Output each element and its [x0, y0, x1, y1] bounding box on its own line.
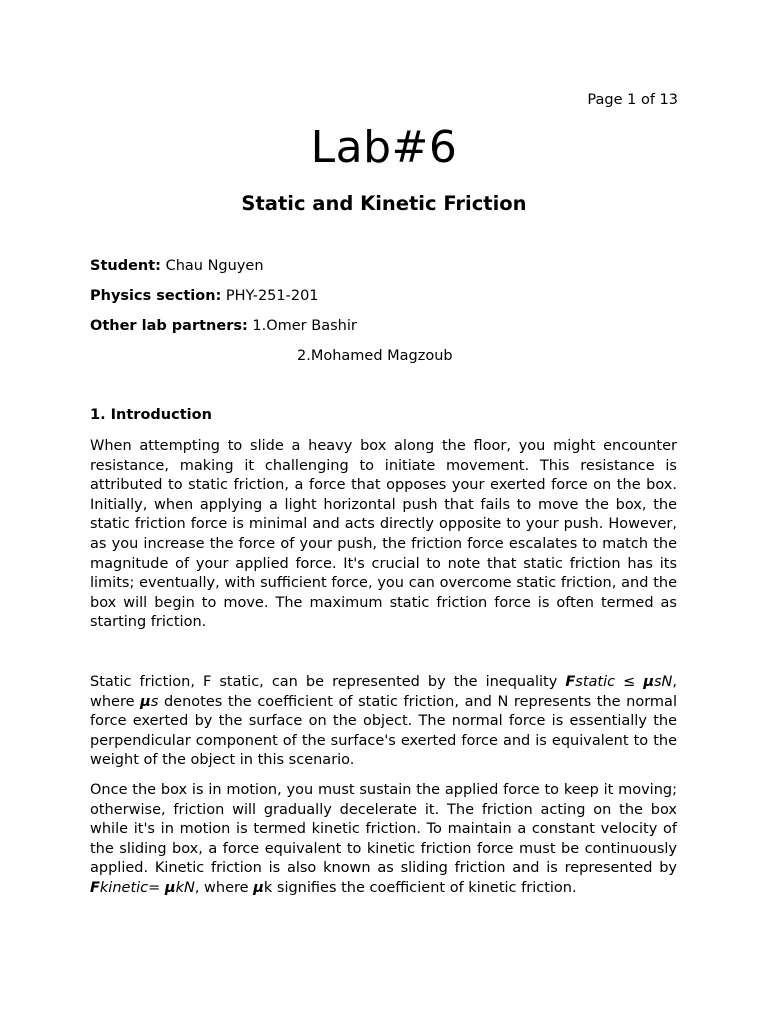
equals-sign: = [148, 879, 165, 896]
student-line [90, 258, 264, 274]
mu-symbol-kinetic: μ [164, 879, 176, 896]
section-line [90, 288, 319, 304]
para3-text-1: Once the box is in motion, you must sustain the applied force to keep it moving; otherwise, friction will gradually decelerate it. The friction acting on the box while it's in motion is termed kinetic friction. To maintain a constant velocity of the sliding box, a force equivalent to kinetic friction force must be continuously applied. Kinetic friction is also known as sliding friction and is represented by [90, 782, 677, 877]
student-name: Chau Nguyen [160, 258, 264, 274]
section-label: Physics section: [90, 288, 222, 304]
para2-text-3: denotes the coefficient of static friction, and N represents the normal force exerted by the surface on the object. The normal force is essentially the perpendicular component of the surface's exerted force and is equivalent to the weight of the object in this scenario. [90, 693, 677, 769]
page-number: Page 1 of 13 [587, 92, 678, 108]
mu-subscript-kinetic: kN [175, 879, 195, 896]
page-title: Lab#6 [310, 122, 458, 173]
force-symbol-kinetic: F [90, 879, 100, 896]
mu-subscript-2: s [150, 693, 159, 710]
mu-symbol: μ [643, 674, 654, 690]
para3-text-3: signifies the coefficient of kinetic friction. [272, 879, 577, 896]
partners-line [90, 318, 357, 334]
force-subscript-kinetic: kinetic [99, 879, 149, 896]
intro-heading: 1. Introduction [90, 407, 212, 423]
student-label: Student: [90, 258, 161, 274]
para3-text-2: , where [194, 879, 254, 896]
page-subtitle: Static and Kinetic Friction [241, 192, 527, 215]
para2-text-2: , where [90, 674, 677, 710]
para2-text-1: Static friction, F static, can be represented by the inequality [90, 674, 566, 690]
mu-subscript-kinetic-2: k [263, 879, 273, 896]
intro-paragraph-3 [90, 781, 677, 899]
partner-1: 1.Omer Bashir [247, 318, 357, 334]
intro-paragraph-1: When attempting to slide a heavy box along the floor, you might encounter resistance, making it challenging to initiate movement. This resistance is attributed to static friction, a force that opposes your exerted force on the box. Initially, when applying a light horizontal push that fails to move the box, the static friction force is minimal and acts directly opposite to your push. However, as you increase the force of your push, the friction force escalates to match the magnitude of your applied force. It's crucial to note that static friction has its limits; eventually, with sufficient force, you can overcome static friction, and the box will begin to move. The maximum static friction force is often termed as starting friction. [90, 438, 677, 631]
mu-symbol-kinetic-2: μ [253, 879, 264, 896]
section-value: PHY-251-201 [221, 288, 319, 304]
inequality-sign: ≤ [615, 674, 644, 690]
partners-label: Other lab partners: [90, 318, 248, 334]
intro-paragraph-2 [90, 673, 677, 771]
mu-symbol-2: μ [140, 693, 151, 710]
force-subscript: static [575, 674, 616, 690]
mu-subscript: sN [653, 674, 673, 690]
force-symbol: F [565, 674, 576, 690]
partner-2: 2.Mohamed Magzoub [297, 348, 453, 364]
